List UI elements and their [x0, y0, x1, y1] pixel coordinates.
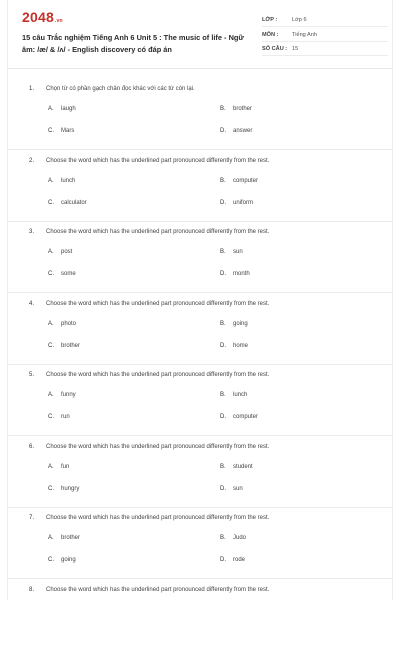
- question-number: 6.: [29, 443, 35, 450]
- answer-option[interactable]: [48, 128, 74, 134]
- question-number: 4.: [29, 300, 35, 307]
- answer-option[interactable]: [48, 106, 76, 112]
- meta-count-value: 15: [292, 46, 299, 52]
- document-page: [7, 0, 393, 600]
- question-item: [8, 150, 392, 222]
- option-text: going: [61, 557, 76, 563]
- option-text: computer: [233, 414, 259, 420]
- answer-option[interactable]: [220, 249, 243, 255]
- option-text: month: [233, 271, 250, 277]
- answer-option[interactable]: [48, 343, 80, 349]
- answer-option[interactable]: [220, 343, 248, 349]
- option-text: brother: [61, 342, 81, 349]
- option-letter: D.: [220, 199, 226, 206]
- question-text: Choose the word which has the underlined part pronounced differently from the rest.: [46, 515, 270, 521]
- meta-count: [262, 44, 388, 56]
- question-number: 5.: [29, 372, 35, 378]
- option-text: brother: [233, 106, 253, 112]
- option-letter: B.: [220, 249, 226, 255]
- question-item: [8, 221, 392, 293]
- option-letter: D.: [220, 342, 226, 349]
- question-item: [8, 507, 392, 579]
- answer-option[interactable]: [220, 271, 250, 277]
- option-text: hungry: [61, 485, 80, 492]
- answer-option[interactable]: [220, 128, 252, 134]
- option-letter: B.: [220, 177, 226, 184]
- answer-option[interactable]: [48, 271, 76, 277]
- option-text: photo: [61, 320, 77, 327]
- answer-option[interactable]: [220, 200, 253, 206]
- option-letter: B.: [220, 463, 226, 470]
- option-letter: D.: [220, 414, 226, 420]
- question-text: Choose the word which has the underlined part pronounced differently from the rest.: [46, 372, 270, 378]
- answer-option[interactable]: [220, 321, 248, 327]
- option-letter: A.: [48, 463, 54, 470]
- option-text: Judo: [233, 535, 247, 541]
- answer-option[interactable]: [48, 200, 87, 206]
- answer-option[interactable]: [220, 392, 247, 398]
- option-letter: B.: [220, 320, 226, 327]
- question-item: [8, 579, 392, 650]
- option-letter: B.: [220, 392, 226, 398]
- option-text: going: [233, 320, 248, 327]
- option-text: student: [233, 463, 253, 470]
- answer-option[interactable]: [48, 486, 79, 492]
- answer-option[interactable]: [220, 557, 245, 563]
- question-item: [8, 364, 392, 436]
- option-letter: A.: [48, 535, 54, 541]
- question-text: Choose the word which has the underlined part pronounced differently from the rest.: [46, 586, 270, 593]
- option-text: laugh: [61, 106, 76, 112]
- meta-subject-value: Tiếng Anh: [292, 32, 317, 38]
- meta-subject-label: MÔN :: [262, 32, 279, 38]
- question-number: 3.: [29, 229, 35, 235]
- option-text: sun: [233, 485, 243, 492]
- option-letter: C.: [48, 414, 54, 420]
- question-text: Choose the word which has the underlined part pronounced differently from the rest.: [46, 443, 270, 450]
- option-text: run: [61, 414, 70, 420]
- option-letter: B.: [220, 535, 226, 541]
- option-letter: D.: [220, 485, 226, 492]
- answer-option[interactable]: [220, 414, 258, 420]
- option-text: brother: [61, 535, 81, 541]
- document-title: 15 câu Trắc nghiệm Tiếng Anh 6 Unit 5 : The music of life - Ngữ âm: /æ/ & /ʌ/ - English discovery có đáp án: [22, 33, 244, 54]
- answer-option[interactable]: [220, 178, 258, 184]
- meta-grade: [262, 15, 388, 27]
- question-number: 2.: [29, 157, 35, 164]
- option-letter: C.: [48, 128, 54, 134]
- answer-option[interactable]: [48, 249, 72, 255]
- question-text: Choose the word which has the underlined part pronounced differently from the rest.: [46, 229, 270, 235]
- question-number: 8.: [29, 586, 35, 593]
- question-item: [8, 293, 392, 365]
- option-text: uniform: [233, 199, 254, 206]
- option-text: Mars: [61, 128, 75, 134]
- option-text: rode: [233, 557, 246, 563]
- question-item: [8, 78, 392, 150]
- option-text: lunch: [61, 177, 76, 184]
- option-letter: D.: [220, 271, 226, 277]
- document-header: [8, 0, 392, 69]
- answer-option[interactable]: [48, 535, 80, 541]
- option-text: sun: [233, 249, 243, 255]
- meta-grade-value: Lớp 6: [292, 17, 307, 23]
- option-letter: A.: [48, 106, 54, 112]
- option-text: some: [61, 271, 76, 277]
- question-number: 1.: [29, 86, 35, 92]
- logo-text: 2048: [22, 9, 54, 25]
- option-text: computer: [233, 177, 259, 184]
- question-text: Choose the word which has the underlined part pronounced differently from the rest.: [46, 300, 270, 307]
- logo-domain: .vn: [54, 18, 63, 24]
- meta-count-label: SỐ CÂU :: [262, 46, 288, 52]
- answer-option[interactable]: [220, 486, 243, 492]
- option-letter: C.: [48, 199, 54, 206]
- answer-option[interactable]: [48, 178, 75, 184]
- answer-option[interactable]: [48, 392, 76, 398]
- answer-option[interactable]: [220, 106, 252, 112]
- option-letter: A.: [48, 320, 54, 327]
- option-text: calculator: [61, 199, 87, 206]
- answer-option[interactable]: [220, 464, 253, 470]
- option-letter: D.: [220, 128, 226, 134]
- question-number: 7.: [29, 515, 35, 521]
- option-text: fun: [61, 463, 70, 470]
- option-letter: B.: [220, 106, 226, 112]
- option-letter: C.: [48, 271, 54, 277]
- question-item: [8, 436, 392, 508]
- option-text: answer: [233, 128, 253, 134]
- option-text: post: [61, 249, 73, 255]
- option-letter: D.: [220, 557, 226, 563]
- option-letter: C.: [48, 557, 54, 563]
- answer-option[interactable]: [48, 557, 76, 563]
- option-letter: C.: [48, 342, 54, 349]
- answer-option[interactable]: [48, 414, 70, 420]
- option-letter: C.: [48, 485, 54, 492]
- option-text: home: [233, 342, 249, 349]
- question-text: Chọn từ có phần gạch chân đọc khác với các từ còn lại.: [46, 86, 195, 92]
- meta-grade-label: LỚP :: [262, 17, 278, 23]
- question-text: Choose the word which has the underlined part pronounced differently from the rest.: [46, 157, 270, 164]
- answer-option[interactable]: [220, 535, 246, 541]
- answer-option[interactable]: [48, 321, 76, 327]
- site-logo[interactable]: [22, 9, 63, 25]
- option-letter: A.: [48, 249, 54, 255]
- option-letter: A.: [48, 177, 54, 184]
- option-text: funny: [61, 392, 76, 398]
- option-text: lunch: [233, 392, 248, 398]
- meta-subject: [262, 30, 388, 42]
- answer-option[interactable]: [48, 464, 69, 470]
- option-letter: A.: [48, 392, 54, 398]
